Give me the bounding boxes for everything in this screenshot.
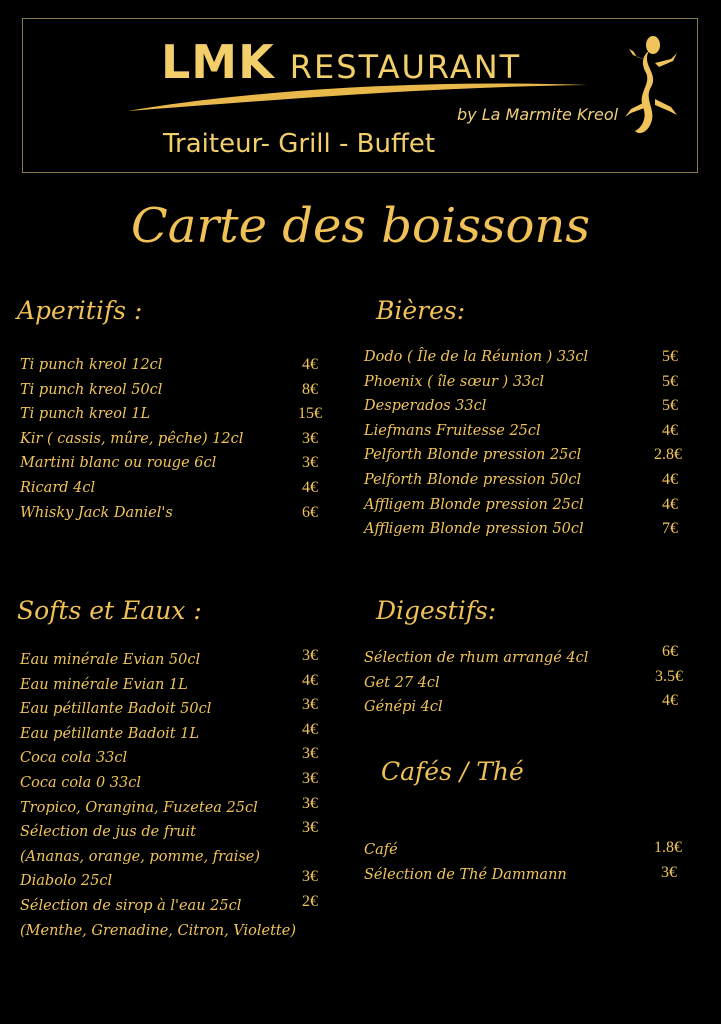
list-item xyxy=(364,643,694,671)
item-name: Get 27 4cl xyxy=(364,674,440,691)
list-item xyxy=(20,919,340,944)
list-item xyxy=(20,820,340,845)
item-name: Coca cola 0 33cl xyxy=(20,774,141,791)
digestifs-list xyxy=(364,643,694,720)
list-item xyxy=(364,345,694,370)
list-item xyxy=(20,796,340,821)
item-name: Phoenix ( île sœur ) 33cl xyxy=(364,373,545,390)
item-price: 6€ xyxy=(302,503,318,521)
item-name: Coca cola 33cl xyxy=(20,750,128,767)
item-name: Eau pétillante Badoit 1L xyxy=(20,725,200,742)
item-name: Ricard 4cl xyxy=(20,479,96,496)
item-price: 3€ xyxy=(302,769,318,787)
item-price: 7€ xyxy=(662,520,678,538)
item-price: 4€ xyxy=(302,478,318,496)
list-item xyxy=(20,771,340,796)
item-name: Kir ( cassis, mûre, pêche) 12cl xyxy=(20,430,244,447)
item-name: Desperados 33cl xyxy=(364,398,487,415)
list-item xyxy=(20,378,330,403)
list-item xyxy=(20,697,340,722)
item-price: 3€ xyxy=(302,794,318,812)
item-name: (Menthe, Grenadine, Citron, Violette) xyxy=(20,922,296,939)
section-title-softs: Softs et Eaux : xyxy=(17,596,202,625)
item-name: Sélection de jus de fruit xyxy=(20,824,196,841)
item-price: 4€ xyxy=(662,495,678,513)
item-price: 2€ xyxy=(302,892,318,910)
item-name: Dodo ( Île de la Réunion ) 33cl xyxy=(364,349,589,365)
item-name: Pelforth Blonde pression 25cl xyxy=(364,447,582,464)
item-price: 3€ xyxy=(302,868,318,886)
aperitifs-list xyxy=(20,353,330,525)
list-item xyxy=(364,443,694,468)
menu-title: Carte des boissons xyxy=(131,198,590,254)
header-subtitle: Traiteur- Grill - Buffet xyxy=(163,129,436,159)
item-name: Tropico, Orangina, Fuzetea 25cl xyxy=(20,799,258,816)
item-price: 5€ xyxy=(662,372,678,390)
list-item xyxy=(364,517,694,542)
by-line: by La Marmite Kreol xyxy=(457,105,619,124)
list-item xyxy=(20,476,330,501)
softs-list xyxy=(20,648,340,943)
list-item xyxy=(20,894,340,919)
list-item xyxy=(20,869,340,894)
item-price: 4€ xyxy=(662,470,678,488)
item-price: 4€ xyxy=(662,692,678,710)
item-price: 3€ xyxy=(302,429,318,447)
item-price: 3€ xyxy=(302,454,318,472)
item-price: 5€ xyxy=(662,397,678,415)
item-name: Affligem Blonde pression 50cl xyxy=(364,521,584,538)
item-price: 1.8€ xyxy=(654,839,682,856)
list-item xyxy=(20,427,330,452)
item-price: 6€ xyxy=(662,643,678,660)
list-item xyxy=(364,692,694,720)
item-name: Génépi 4cl xyxy=(364,699,443,716)
item-name: Ti punch kreol 12cl xyxy=(20,357,163,373)
item-price: 2.8€ xyxy=(654,446,682,464)
list-item xyxy=(364,370,694,395)
item-price: 4€ xyxy=(302,356,318,373)
section-title-aperitifs: Aperitifs : xyxy=(17,296,143,325)
item-price: 4€ xyxy=(302,720,318,738)
restaurant-header xyxy=(22,18,698,173)
list-item xyxy=(364,419,694,444)
section-title-bieres: Bières: xyxy=(376,296,466,325)
item-name: Martini blanc ou rouge 6cl xyxy=(20,455,217,472)
item-name: Diabolo 25cl xyxy=(20,873,113,890)
item-name: Eau pétillante Badoit 50cl xyxy=(20,701,212,718)
list-item xyxy=(364,468,694,493)
item-price: 4€ xyxy=(662,421,678,439)
item-name: Pelforth Blonde pression 50cl xyxy=(364,471,582,488)
item-name: (Ananas, orange, pomme, fraise) xyxy=(20,848,261,865)
item-name: Liefmans Fruitesse 25cl xyxy=(364,422,541,439)
item-name: Café xyxy=(364,842,398,858)
list-item xyxy=(20,845,340,870)
item-price: 3€ xyxy=(302,819,318,837)
list-item xyxy=(364,863,694,888)
list-item xyxy=(20,402,330,427)
item-price: 3€ xyxy=(302,696,318,714)
list-item xyxy=(20,722,340,747)
list-item xyxy=(20,501,330,526)
bieres-list xyxy=(364,345,694,542)
list-item xyxy=(364,838,694,863)
gecko-icon xyxy=(619,31,683,141)
item-price: 3€ xyxy=(661,863,677,881)
item-price: 4€ xyxy=(302,671,318,689)
item-price: 3€ xyxy=(302,745,318,763)
item-name: Eau minérale Evian 50cl xyxy=(20,652,201,668)
logo-lmk: LMK xyxy=(161,35,275,89)
item-price: 8€ xyxy=(302,380,318,398)
item-name: Sélection de sirop à l'eau 25cl xyxy=(20,897,242,914)
list-item xyxy=(20,648,340,673)
cafes-list xyxy=(364,838,694,887)
item-price: 15€ xyxy=(298,405,322,423)
item-name: Affligem Blonde pression 25cl xyxy=(364,496,584,513)
item-price: 3€ xyxy=(302,647,318,664)
list-item xyxy=(364,667,694,696)
list-item xyxy=(20,746,340,771)
item-name: Eau minérale Evian 1L xyxy=(20,676,188,693)
section-title-digestifs: Digestifs: xyxy=(376,596,497,625)
logo-restaurant: RESTAURANT xyxy=(289,48,522,86)
list-item xyxy=(364,493,694,518)
item-name: Whisky Jack Daniel's xyxy=(20,504,173,521)
section-title-cafes: Cafés / Thé xyxy=(381,757,524,786)
list-item xyxy=(20,353,330,378)
item-name: Ti punch kreol 1L xyxy=(20,406,151,423)
item-name: Sélection de Thé Dammann xyxy=(364,866,567,883)
list-item xyxy=(20,673,340,698)
item-price: 5€ xyxy=(662,348,678,365)
item-name: Ti punch kreol 50cl xyxy=(20,381,163,398)
item-price: 3.5€ xyxy=(655,667,683,685)
list-item xyxy=(20,451,330,476)
item-name: Sélection de rhum arrangé 4cl xyxy=(364,650,589,666)
list-item xyxy=(364,394,694,419)
